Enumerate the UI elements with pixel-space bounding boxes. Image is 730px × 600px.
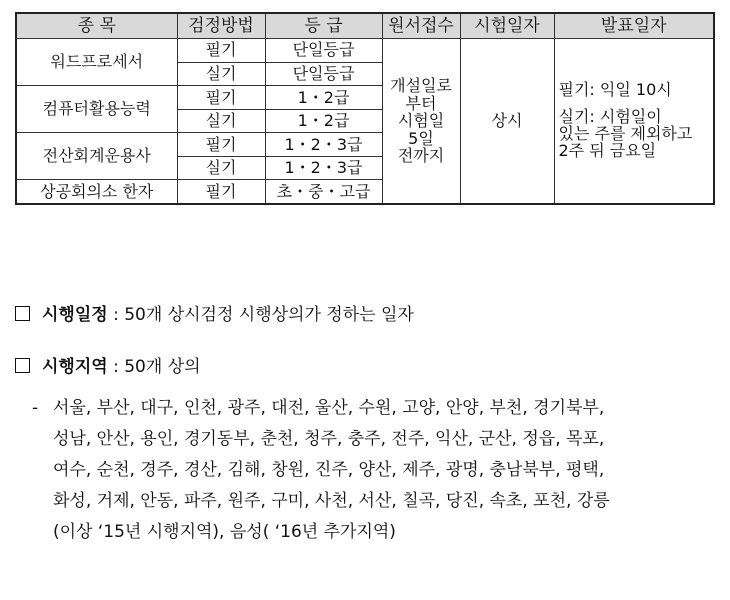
region-line: 서울, 부산, 대구, 인천, 광주, 대전, 울산, 수원, 고양, 안양, 부천, 경기북부, bbox=[53, 398, 605, 418]
subject-cell: 컴퓨터활용능력 bbox=[16, 86, 177, 133]
schedule-text: : 50개 상시검정 시행상의가 정하는 일자 bbox=[107, 305, 414, 325]
region-line: 성남, 안산, 용인, 경기동부, 춘천, 청주, 충주, 전주, 익산, 군산, 정읍, 목포, bbox=[53, 429, 605, 449]
announce-line: 필기: 익일 10시 bbox=[558, 80, 672, 100]
area-text: : 50개 상의 bbox=[107, 357, 201, 377]
method-cell: 필기 bbox=[177, 180, 265, 204]
grade-cell: 1・2・3급 bbox=[265, 133, 382, 157]
method-cell: 필기 bbox=[177, 86, 265, 110]
method-cell: 실기 bbox=[177, 156, 265, 180]
subject-cell: 워드프로세서 bbox=[16, 39, 177, 86]
subject-cell: 상공회의소 한자 bbox=[16, 180, 177, 204]
application-cell bbox=[382, 39, 460, 205]
method-cell: 실기 bbox=[177, 62, 265, 86]
application-line: 개설일로 bbox=[390, 76, 452, 96]
region-line: 여수, 순천, 경주, 경산, 김해, 창원, 진주, 양산, 제주, 광명, 충남북부, 평택, bbox=[53, 460, 605, 480]
dash-bullet: - bbox=[32, 398, 39, 418]
exam-schedule-table bbox=[15, 12, 715, 205]
table-header-row bbox=[16, 13, 714, 39]
header-announce-date: 발표일자 bbox=[554, 13, 714, 39]
grade-cell: 단일등급 bbox=[265, 39, 382, 63]
region-list bbox=[32, 393, 722, 548]
schedule-section bbox=[15, 300, 414, 325]
grade-cell: 1・2급 bbox=[265, 86, 382, 110]
header-method: 검정방법 bbox=[177, 13, 265, 39]
exam-date-cell: 상시 bbox=[460, 39, 554, 205]
region-line: (이상 ‘15년 시행지역), 음성( ‘16년 추가지역) bbox=[53, 522, 396, 542]
area-label: 시행지역 bbox=[42, 357, 108, 377]
method-cell: 필기 bbox=[177, 39, 265, 63]
application-line: 부터 bbox=[405, 93, 437, 113]
announce-cell bbox=[554, 39, 714, 205]
grade-cell: 초・중・고급 bbox=[265, 180, 382, 204]
checkbox-square-icon bbox=[15, 358, 30, 373]
subject-cell: 전산회계운용사 bbox=[16, 133, 177, 180]
application-line: 전까지 bbox=[397, 146, 445, 166]
checkbox-square-icon bbox=[15, 306, 30, 321]
header-subject: 종 목 bbox=[16, 13, 177, 39]
area-section bbox=[15, 352, 201, 377]
header-application: 원서접수 bbox=[382, 13, 460, 39]
grade-cell: 1・2급 bbox=[265, 109, 382, 133]
method-cell: 실기 bbox=[177, 109, 265, 133]
application-line: 5일 bbox=[408, 128, 434, 148]
announce-line: 실기: 시험일이 bbox=[558, 107, 662, 127]
application-line: 시험일 bbox=[397, 111, 445, 131]
grade-cell: 단일등급 bbox=[265, 62, 382, 86]
schedule-label: 시행일정 bbox=[42, 305, 108, 325]
table-row bbox=[16, 39, 714, 63]
region-line: 화성, 거제, 안동, 파주, 원주, 구미, 사천, 서산, 칠곡, 당진, 속초, 포천, 강릉 bbox=[53, 491, 610, 511]
header-exam-date: 시험일자 bbox=[460, 13, 554, 39]
announce-line: 2주 뒤 금요일 bbox=[558, 140, 657, 160]
header-grade: 등 급 bbox=[265, 13, 382, 39]
announce-line: 있는 주를 제외하고 bbox=[558, 124, 693, 143]
method-cell: 필기 bbox=[177, 133, 265, 157]
grade-cell: 1・2・3급 bbox=[265, 156, 382, 180]
